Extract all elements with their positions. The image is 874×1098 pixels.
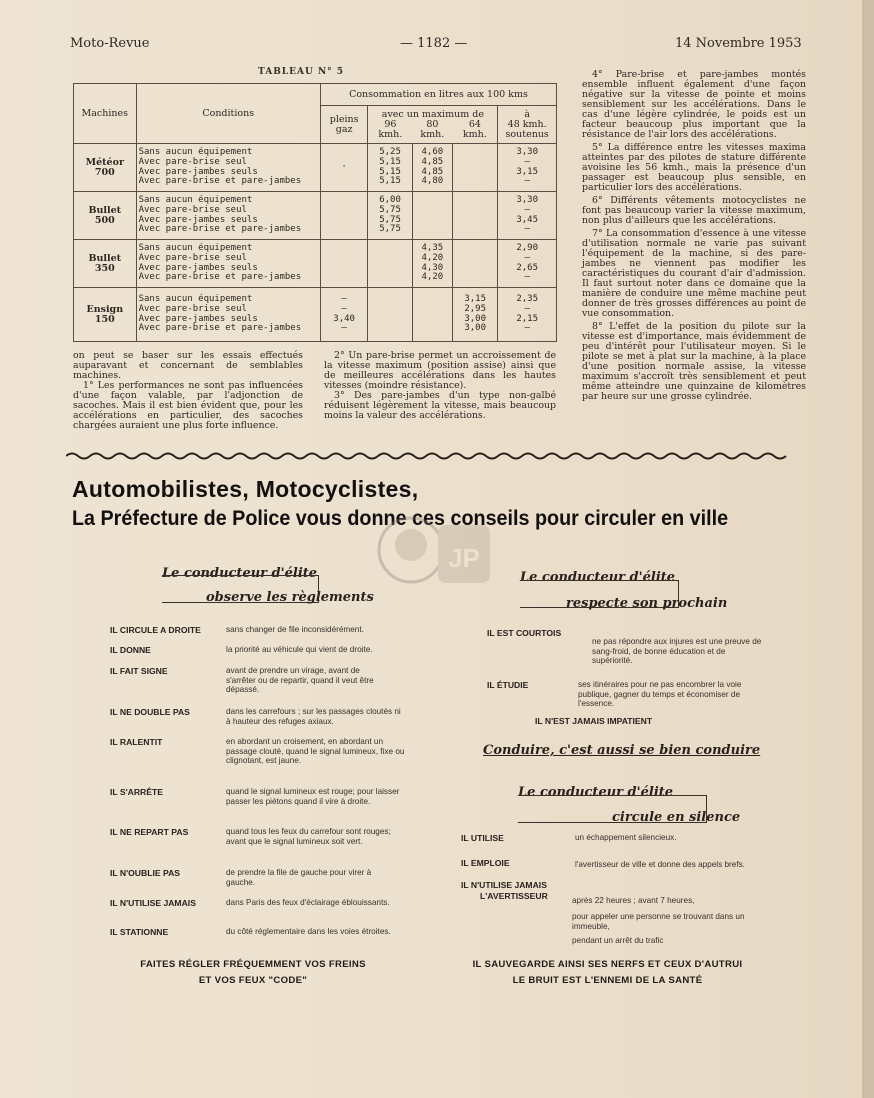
header-96: 96 kmh. [378,118,403,140]
right-script-title-2: respecte son prochain [566,596,728,611]
left-footer-1: FAITES RÉGLER FRÉQUEMMENT VOS FREINS [140,959,366,970]
article-paragraph: 1° Les performances ne sont pas influencées d'une façon valable, par l'adjonction de sacoches. Mais il est bien évident que, pour les accélérations en particulier, des sacoches chargées auraient une plus forte influence. [73,380,303,431]
left-script-title-1: Le conducteur d'élite [162,566,318,581]
rule-text: ne pas répondre aux injures est une preuve de sang-froid, de bonne éducation et de supériorité. [592,637,762,666]
rule-label: IL FAIT SIGNE [110,666,168,676]
wavy-divider [66,451,788,461]
table-row: Bullet 500 Sans aucun équipement Avec pare-brise seul Avec pare-jambes seuls Avec pare-brise et pare-jambes 6,00 5,75 5,75 5,75 3,30 — 3,45 — [74,192,557,240]
rule-label: IL N'UTILISE JAMAIS [461,880,547,890]
header-consumption: Consommation en litres aux 100 kms [320,84,556,106]
rule-text: sans changer de file inconsidérément. [226,625,364,634]
article-column-2 [324,351,556,421]
rule-text: en abordant un croisement, en abordant un passage clouté, quand le signal lumineux, fixe ou clignotant, est jaune. [226,737,405,766]
article-paragraph: 6° Différents vêtements motocyclistes ne font pas beaucoup varier la vitesse maximum, non plus d'ailleurs que les accélérations. [582,195,806,226]
article-column-1 [73,351,303,431]
rule-text: pour appeler une personne se trouvant dans un immeuble, [572,912,745,931]
rule-text: quand tous les feux du carrefour sont rouges; avant que le signal lumineux soit vert. [226,827,391,846]
rule-label: IL UTILISE [461,833,504,843]
ad-headline-2: La Préfecture de Police vous donne ces conseils pour circuler en ville [72,507,729,530]
rule-text: quand le signal lumineux est rouge; pour laisser passer les piétons quand il vire à droite. [226,787,400,806]
header-conditions: Conditions [136,84,320,144]
never-impatient: IL N'EST JAMAIS IMPATIENT [535,716,653,726]
header-64: 64 kmh. [462,118,487,140]
consumption-table [73,83,557,342]
table-title: TABLEAU N° 5 [258,67,345,77]
page-edge [862,0,874,1098]
rule-text: de prendre la file de gauche pour virer à gauche. [226,868,372,887]
left-footer-2: ET VOS FEUX "CODE" [198,975,308,986]
silence-script-title-2: circule en silence [612,810,741,825]
article-paragraph: 8° L'effet de la position du pilote sur la vitesse est d'importance, mais évidemment de peu d'intérêt pour l'utilisateur moyen. Si le pilote se met à plat sur la machine, à la place d'une position normale assise, la vitesse maximum s'accroît très sensiblement et peut même atteindre une quinzaine de kilomètres par heure sur une grosse cylindrée. [582,321,806,402]
silence-script-title-1: Le conducteur d'élite [518,785,674,800]
rule-text: ses itinéraires pour ne pas encombrer la voie publique, gagner du temps et économiser de l'essence. [578,680,742,709]
rule-text: du côté réglementaire dans les voies étroites. [226,927,391,936]
rule-label: IL RALENTIT [110,737,163,747]
table-row: Ensign 150 Sans aucun équipement Avec pare-brise seul Avec pare-jambes seuls Avec pare-brise et pare-jambes — — 3,40 — 3,15 2,95 3,00 3,00 2,35 — 2,15 — [74,288,557,342]
rule-label: IL EMPLOIE [461,858,510,868]
rule-label: IL N'OUBLIE PAS [110,868,181,878]
rule-text: dans Paris des feux d'éclairage éblouissants. [226,898,390,907]
article-paragraph: 5° La différence entre les vitesses maxima atteintes par des pilotes de stature différente avoisine les 56 kmh., mais la présence d'un passager est beaucoup plus sensible, en particulier lors des accélérations. [582,142,806,193]
left-script-title-2: observe les règlements [206,590,374,605]
header-machines: Machines [74,84,137,144]
right-footer-2: LE BRUIT EST L'ENNEMI DE LA SANTÉ [512,975,703,986]
right-script-title-1: Le conducteur d'élite [520,570,676,585]
header-pleins-gaz: pleins gaz [320,106,367,144]
rule-text: après 22 heures ; avant 7 heures, [572,896,695,905]
rule-label: IL NE DOUBLE PAS [110,707,190,717]
rule-text: un échappement silencieux. [575,833,677,842]
middle-script-title: Conduire, c'est aussi se bien conduire [483,743,761,758]
rule-label: IL S'ARRÊTE [110,787,163,797]
article-paragraph: 4° Pare-brise et pare-jambes montés ensemble influent également d'une façon négative sur la vitesse de pointe et moins sensiblement sur les accélérations. Dans le cas d'une légère cylindrée, le poids est un facteur beaucoup plus important que la résistance de l'air lors des accélérations. [582,69,806,140]
article-paragraph: on peut se baser sur les essais effectués auparavant et concernant de semblables machines. [73,350,303,381]
rule-text: avant de prendre un virage, avant de s'arrêter ou de repartir, quand il veut être dépassé. [226,666,374,695]
header-max-speed: avec un maximum de 96 kmh. 80 kmh. 64 kmh. [368,106,498,144]
header-48-soutenu: à 48 kmh. soutenus [498,106,557,144]
rule-label: IL N'UTILISE JAMAIS [110,898,196,908]
rule-label: IL STATIONNE [110,927,169,937]
table-row: Bullet 350 Sans aucun équipement Avec pare-brise seul Avec pare-jambes seuls Avec pare-brise et pare-jambes 4,35 4,20 4,30 4,20 2,90 — 2,65 — [74,240,557,288]
ad-headline-1: Automobilistes, Motocyclistes, [72,476,419,502]
article-paragraph: 2° Un pare-brise permet un accroissement de la vitesse maximum (position assise) ainsi que de meilleures accélérations dans les hautes vitesses (moindre résistance). [324,350,556,391]
page-number: — 1182 — [400,36,468,51]
rule-label: IL NE REPART PAS [110,827,189,837]
rule-text: pendant un arrêt du trafic [572,936,664,945]
rule-text: l'avertisseur de ville et donne des appels brefs. [575,860,745,869]
rule-label: IL DONNE [110,645,151,655]
table-row: Météor 700 Sans aucun équipement Avec pare-brise seul Avec pare-jambes seuls Avec pare-brise et pare-jambes · 5,25 5,15 5,15 5,15 4,60 4,85 4,85 4,80 3,30 — 3,15 — [74,144,557,192]
magazine-name: Moto-Revue [70,36,150,51]
issue-date: 14 Novembre 1953 [675,36,802,51]
rule-label: IL ÉTUDIE [487,680,529,690]
rule-text: la priorité au véhicule qui vient de droite. [226,645,373,654]
watermark-stamp [376,505,501,590]
right-footer-1: IL SAUVEGARDE AINSI SES NERFS ET CEUX D'AUTRUI [472,959,743,970]
rule-label: IL CIRCULE A DROITE [110,625,201,635]
rule-text: dans les carrefours ; sur les passages cloutés ni à hauteur des refuges axiaux. [226,707,401,726]
stamp-text: JP [448,543,480,573]
rule-label: L'AVERTISSEUR [480,891,548,901]
header-80: 80 kmh. [420,118,445,140]
article-paragraph: 7° La consommation d'essence à une vitesse d'utilisation normale ne varie pas suivant l'équipement de la machine, si des pare-jambes ne viennent pas modifier les caractéristiques du courant d'air d'admission. Il faut surtout noter dans ce domaine que la manière de conduire une même machine peut donner de très grosses différences au point de vue consommation. [582,228,806,319]
article-paragraph: 3° Des pare-jambes d'un type non-galbé réduisent légèrement la vitesse, mais beaucoup moins la valeur des accélérations. [324,390,556,421]
rule-label: IL EST COURTOIS [487,628,562,638]
article-column-3 [582,70,806,402]
